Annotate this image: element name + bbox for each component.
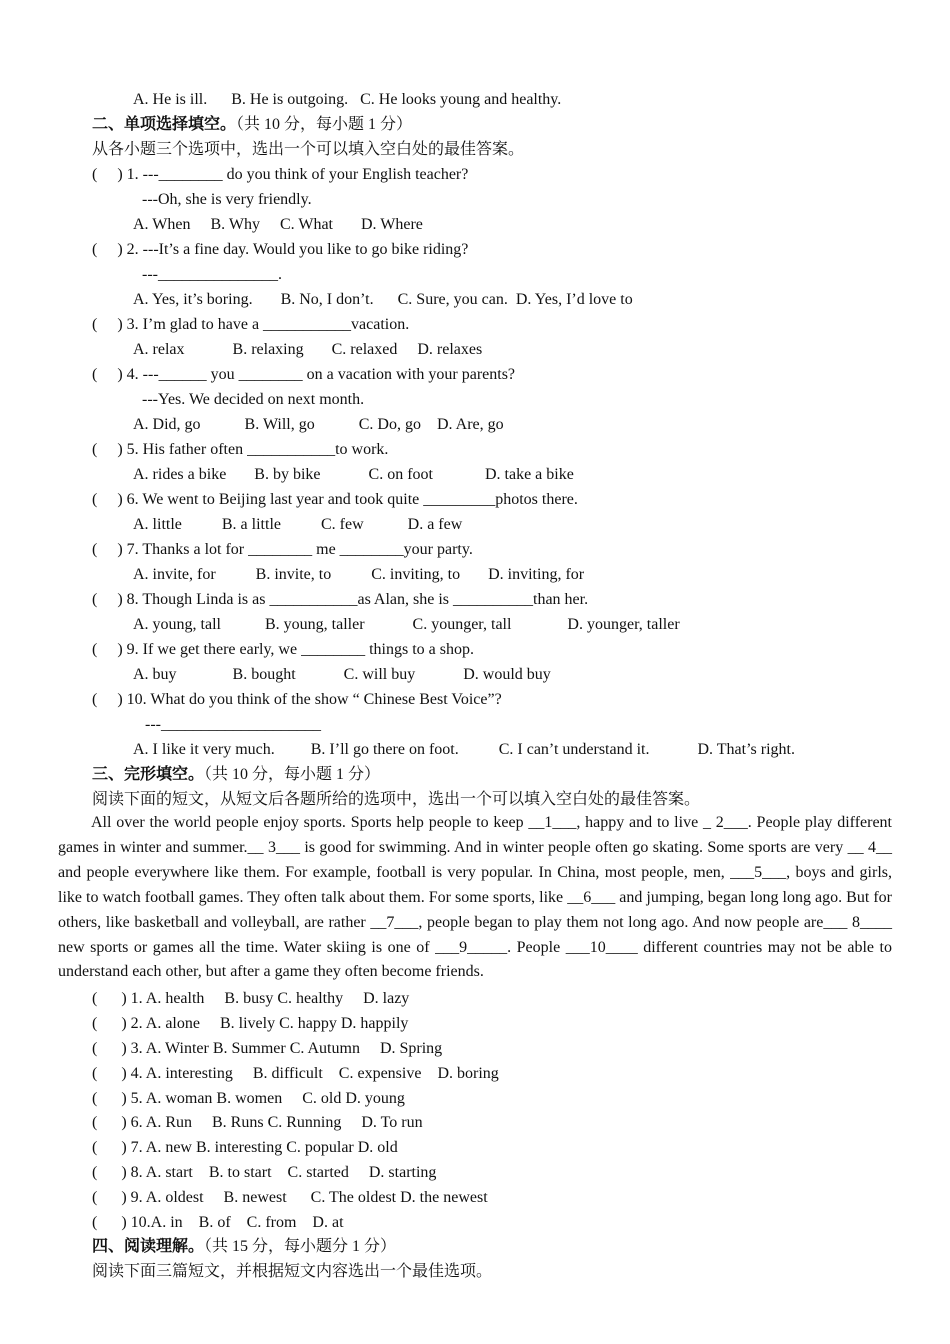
q2-stem: ( ) 2. ---It’s a fine day. Would you like to go bike riding? — [92, 241, 469, 258]
q3-options: A. relax B. relaxing C. relaxed D. relaxes — [133, 341, 483, 358]
q6-stem: ( ) 6. We went to Beijing last year and took quite _________photos there. — [92, 491, 578, 508]
section-4-instructions: 阅读下面三篇短文，并根据短文内容选出一个最佳选项。 — [92, 1263, 493, 1280]
q1-options: A. When B. Why C. What D. Where — [133, 216, 423, 233]
q1-reply: ---Oh, she is very friendly. — [142, 191, 312, 208]
cloze-q2: ( ) 2. A. alone B. lively C. happy D. happily — [92, 1015, 409, 1032]
section-2-title: 二、单项选择填空。 — [92, 116, 237, 133]
q5-options: A. rides a bike B. by bike C. on foot D. take a bike — [133, 466, 574, 483]
cloze-q5: ( ) 5. A. woman B. women C. old D. young — [92, 1090, 405, 1107]
q-prev-options: A. He is ill. B. He is outgoing. C. He looks young and healthy. — [133, 91, 562, 108]
q2-options: A. Yes, it’s boring. B. No, I don’t. C. Sure, you can. D. Yes, I’d love to — [133, 291, 633, 308]
q8-options: A. young, tall B. young, taller C. younger, tall D. younger, taller — [133, 616, 680, 633]
q9-stem: ( ) 9. If we get there early, we ________ things to a shop. — [92, 641, 474, 658]
cloze-q7: ( ) 7. A. new B. interesting C. popular D. old — [92, 1139, 398, 1156]
section-3-points: （共 10 分，每小题 1 分） — [204, 766, 381, 783]
section-4-heading — [92, 1237, 396, 1259]
section-2-heading — [92, 115, 412, 137]
cloze-q9: ( ) 9. A. oldest B. newest C. The oldest D. the newest — [92, 1189, 488, 1206]
q10-stem: ( ) 10. What do you think of the show “ Chinese Best Voice”? — [92, 691, 502, 708]
cloze-q8: ( ) 8. A. start B. to start C. started D. starting — [92, 1164, 437, 1181]
q4-reply: ---Yes. We decided on next month. — [142, 391, 365, 408]
q7-stem: ( ) 7. Thanks a lot for ________ me ________your party. — [92, 541, 473, 558]
cloze-q6: ( ) 6. A. Run B. Runs C. Running D. To run — [92, 1114, 423, 1131]
section-4-points: （共 15 分，每小题分 1 分） — [204, 1238, 397, 1255]
section-2-points: （共 10 分，每小题 1 分） — [236, 116, 413, 133]
cloze-q3: ( ) 3. A. Winter B. Summer C. Autumn D. Spring — [92, 1040, 443, 1057]
q2-reply: ---_______________. — [142, 266, 282, 283]
section-3-instructions: 阅读下面的短文，从短文后各题所给的选项中，选出一个可以填入空白处的最佳答案。 — [92, 791, 701, 808]
q10-reply: ---____________________ — [145, 716, 321, 733]
q6-options: A. little B. a little C. few D. a few — [133, 516, 463, 533]
q4-stem: ( ) 4. ---______ you ________ on a vacation with your parents? — [92, 366, 516, 383]
q1-stem: ( ) 1. ---________ do you think of your English teacher? — [92, 166, 469, 183]
section-2-instructions: 从各小题三个选项中，选出一个可以填入空白处的最佳答案。 — [92, 141, 525, 158]
section-4-title: 四、阅读理解。 — [92, 1238, 205, 1255]
q4-options: A. Did, go B. Will, go C. Do, go D. Are, go — [133, 416, 504, 433]
cloze-q4: ( ) 4. A. interesting B. difficult C. expensive D. boring — [92, 1065, 499, 1082]
section-3-title: 三、完形填空。 — [92, 766, 205, 783]
section-3-heading — [92, 765, 380, 787]
cloze-q10: ( ) 10.A. in B. of C. from D. at — [92, 1214, 344, 1231]
q8-stem: ( ) 8. Though Linda is as ___________as Alan, she is __________than her. — [92, 591, 589, 608]
cloze-q1: ( ) 1. A. health B. busy C. healthy D. lazy — [92, 990, 410, 1007]
q5-stem: ( ) 5. His father often ___________to work. — [92, 441, 389, 458]
q9-options: A. buy B. bought C. will buy D. would buy — [133, 666, 551, 683]
q10-options: A. I like it very much. B. I’ll go there on foot. C. I can’t understand it. D. That’s right. — [133, 741, 795, 758]
cloze-passage: All over the world people enjoy sports. Sports help people to keep __1___, happy and to live _ 2___. People play different games in winter and summer.__ 3___ is good for swimming. And in winter people often go skating. Some sports are very __ 4__ and people everywhere like them. For example, football is very popular. In China, most people, men, ___5___, boys and girls, like to watch football games. They often talk about them. For some sports, like __6___ and jumping, began long long ago. But for others, like basketball and volleyball, are rather __7___, people began to play them not long ago. And now people are___ 8____ new sports or games all the time. Water skiing is one of ___9_____. People ___10____ different countries may not be able to understand each other, but after a game they often become friends. — [58, 814, 892, 981]
q7-options: A. invite, for B. invite, to C. inviting, to D. inviting, for — [133, 566, 585, 583]
q3-stem: ( ) 3. I’m glad to have a ___________vacation. — [92, 316, 410, 333]
